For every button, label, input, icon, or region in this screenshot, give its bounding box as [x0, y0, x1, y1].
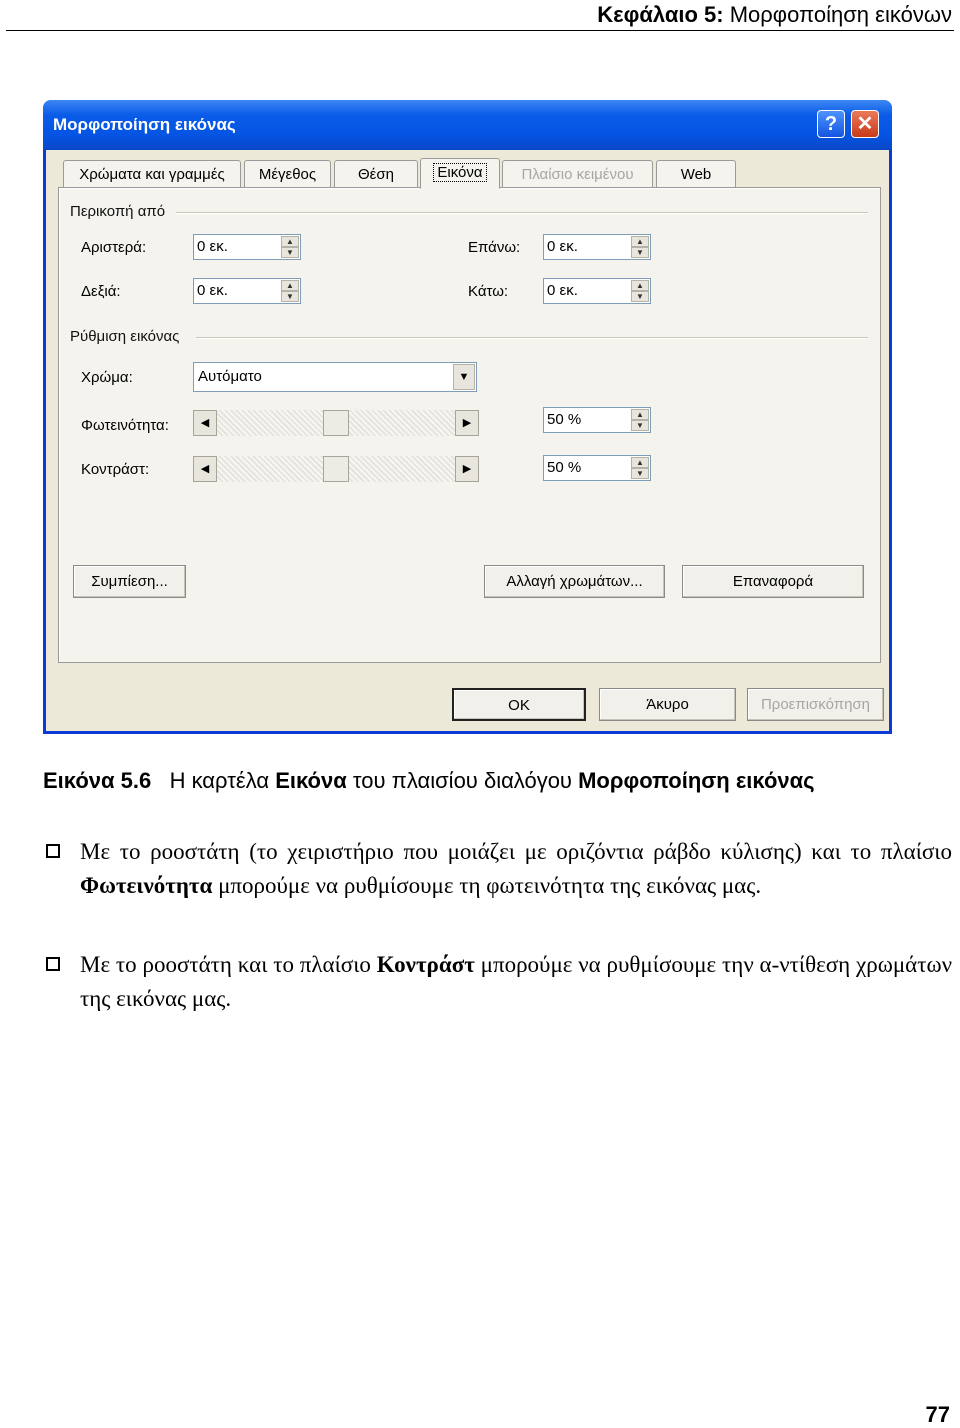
chevron-down-icon[interactable]: ▼ — [453, 364, 475, 390]
header-rule — [6, 30, 954, 31]
crop-left-spinner[interactable] — [193, 234, 301, 260]
spin-up-icon[interactable]: ▲ — [631, 236, 649, 247]
dialog-title: Μορφοποίηση εικόνας — [53, 115, 236, 134]
brightness-label: Φωτεινότητα: — [81, 417, 169, 434]
bullet-paragraph-2: Με το ροοστάτη και το πλαίσιο Κοντράστ μπορούμε να ρυθμίσουμε την α-ντίθεση χρωμάτων της εικόνας μας. — [80, 952, 952, 1011]
spin-up-icon[interactable]: ▲ — [281, 236, 299, 247]
image-group-rule — [196, 337, 868, 339]
brightness-spinner[interactable] — [543, 407, 651, 433]
caption-bold-tab: Εικόνα — [275, 768, 347, 793]
tab-web[interactable]: Web — [656, 160, 736, 188]
caption-text: του πλαισίου διαλόγου — [352, 768, 572, 793]
brightness-slider-thumb[interactable] — [323, 410, 349, 436]
checkbox-bullet-icon — [46, 844, 60, 858]
dialog-titlebar — [43, 100, 892, 150]
spin-down-icon[interactable]: ▼ — [631, 468, 649, 479]
scroll-left-icon[interactable]: ◀ — [193, 456, 217, 482]
recolor-button[interactable]: Αλλαγή χρωμάτων... — [484, 565, 665, 598]
cancel-button[interactable]: Άκυρο — [599, 688, 736, 721]
contrast-slider[interactable] — [193, 456, 479, 482]
brightness-value: 50 % — [547, 411, 582, 428]
page-number: 77 — [925, 1402, 950, 1427]
preview-button: Προεπισκόπηση — [747, 688, 884, 721]
color-label: Χρώμα: — [81, 369, 133, 386]
spin-down-icon[interactable]: ▼ — [281, 291, 299, 302]
figure-number: Εικόνα 5.6 — [43, 768, 152, 793]
compress-button[interactable]: Συμπίεση... — [73, 565, 186, 598]
crop-group-label: Περικοπή από — [70, 203, 166, 220]
caption-bold-dialog: Μορφοποίηση εικόνας — [578, 768, 815, 793]
crop-top-value: 0 εκ. — [547, 238, 578, 255]
close-button[interactable]: ✕ — [851, 110, 879, 138]
crop-bottom-value: 0 εκ. — [547, 282, 578, 299]
tab-picture[interactable]: Εικόνα — [420, 158, 500, 189]
ok-button[interactable]: OK — [452, 688, 586, 721]
color-value: Αυτόματο — [198, 368, 262, 385]
spin-up-icon[interactable]: ▲ — [631, 409, 649, 420]
brightness-slider[interactable] — [193, 410, 479, 436]
spin-up-icon[interactable]: ▲ — [631, 457, 649, 468]
bold-term-contrast: Κοντράστ — [376, 952, 475, 977]
help-button[interactable]: ? — [817, 110, 845, 138]
image-control-group-label: Ρύθμιση εικόνας — [70, 328, 180, 345]
color-dropdown[interactable] — [193, 362, 477, 392]
page-header — [597, 2, 952, 28]
crop-left-label: Αριστερά: — [81, 239, 147, 256]
crop-top-spinner[interactable] — [543, 234, 651, 260]
bold-term-brightness: Φωτεινότητα — [80, 873, 213, 898]
spin-down-icon[interactable]: ▼ — [631, 420, 649, 431]
checkbox-bullet-icon — [46, 957, 60, 971]
spin-down-icon[interactable]: ▼ — [281, 247, 299, 258]
spin-down-icon[interactable]: ▼ — [631, 247, 649, 258]
bullet-paragraph-1: Με το ροοστάτη (το χειριστήριο που μοιάζει με οριζόντια ράβδο κύλισης) και το πλαίσιο Φωτεινότητα μπορούμε να ρυθμίσουμε τη φωτεινότητα της εικόνας μας. — [80, 839, 952, 898]
reset-button[interactable]: Επαναφορά — [682, 565, 864, 598]
tab-size[interactable]: Μέγεθος — [244, 160, 331, 188]
crop-left-value: 0 εκ. — [197, 238, 228, 255]
caption-text: Η καρτέλα — [169, 768, 270, 793]
scroll-left-icon[interactable]: ◀ — [193, 410, 217, 436]
crop-top-label: Επάνω: — [468, 239, 521, 256]
figure-caption — [43, 768, 815, 794]
tab-colors-lines[interactable]: Χρώματα και γραμμές — [63, 160, 241, 188]
crop-right-value: 0 εκ. — [197, 282, 228, 299]
contrast-slider-thumb[interactable] — [323, 456, 349, 482]
crop-right-spinner[interactable] — [193, 278, 301, 304]
crop-group-rule — [176, 212, 868, 214]
scroll-right-icon[interactable]: ▶ — [455, 410, 479, 436]
tab-text-box: Πλαίσιο κειμένου — [502, 160, 653, 188]
scroll-right-icon[interactable]: ▶ — [455, 456, 479, 482]
tab-position[interactable]: Θέση — [334, 160, 418, 188]
contrast-value: 50 % — [547, 459, 582, 476]
spin-down-icon[interactable]: ▼ — [631, 291, 649, 302]
crop-right-label: Δεξιά: — [81, 283, 121, 300]
crop-bottom-label: Κάτω: — [468, 283, 509, 300]
contrast-spinner[interactable] — [543, 455, 651, 481]
contrast-label: Κοντράστ: — [81, 461, 150, 478]
chapter-title: Μορφοποίηση εικόνων — [729, 2, 952, 27]
spin-up-icon[interactable]: ▲ — [281, 280, 299, 291]
spin-up-icon[interactable]: ▲ — [631, 280, 649, 291]
chapter-label: Κεφάλαιο 5: — [597, 2, 724, 27]
crop-bottom-spinner[interactable] — [543, 278, 651, 304]
format-picture-dialog — [43, 100, 892, 734]
